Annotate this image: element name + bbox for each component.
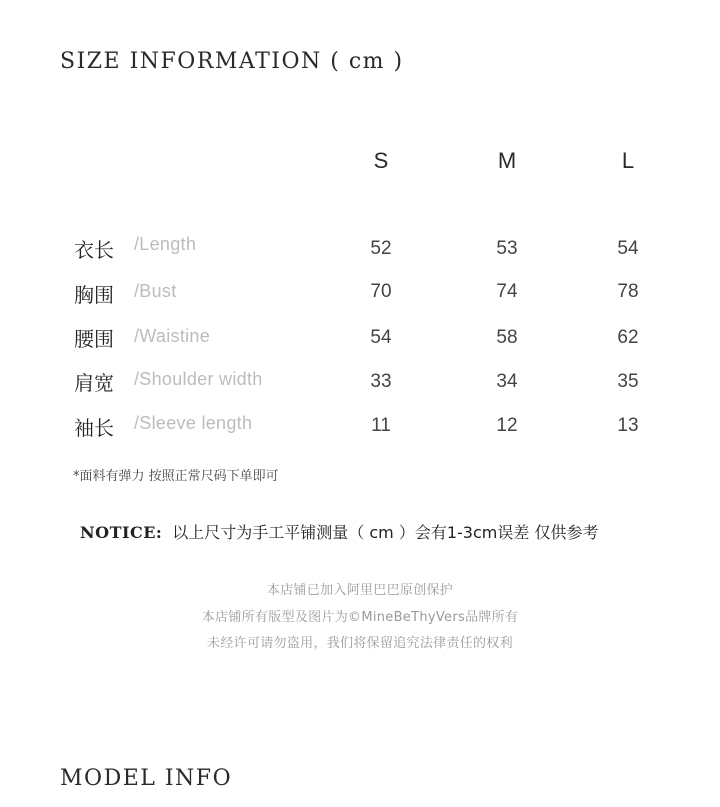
- row-label-en: /Shoulder width: [134, 369, 263, 389]
- table-cell: 70: [370, 281, 392, 302]
- row-label-cn: 衣长: [74, 238, 114, 262]
- notice-text: 以上尺寸为手工平铺测量（ cm ）会有1-3cm误差 仅供参考: [172, 523, 599, 542]
- table-cell: 12: [496, 415, 518, 436]
- model-info-title: MODEL INFO: [60, 766, 233, 792]
- row-label-en: /Bust: [134, 281, 177, 301]
- size-column-l: L: [621, 148, 635, 173]
- size-column-m: M: [497, 148, 517, 173]
- row-label-cn: 腰围: [74, 327, 114, 351]
- table-cell: 74: [496, 281, 518, 302]
- table-cell: 54: [370, 327, 392, 348]
- copyright-line: 本店铺所有版型及图片为©MineBeThyVers品牌所有: [201, 610, 519, 625]
- copyright-line: 本店铺已加入阿里巴巴原创保护: [266, 583, 454, 598]
- notice-line: [80, 520, 598, 543]
- table-cell: 35: [617, 371, 639, 392]
- notice-label: NOTICE:: [80, 523, 163, 542]
- size-column-s: S: [373, 148, 389, 173]
- row-label-en: /Waistine: [134, 326, 211, 346]
- size-info-title: SIZE INFORMATION ( cm ): [60, 48, 404, 74]
- row-label-cn: 袖长: [74, 416, 114, 440]
- copyright-line: 未经许可请勿盗用，我们将保留追究法律责任的权利: [207, 636, 513, 651]
- row-label-en: /Sleeve length: [134, 413, 253, 433]
- table-cell: 53: [496, 238, 518, 259]
- row-label-cn: 肩宽: [74, 371, 114, 395]
- fabric-note: *面料有弹力 按照正常尺码下单即可: [73, 469, 279, 484]
- table-cell: 62: [617, 327, 639, 348]
- table-cell: 33: [370, 371, 392, 392]
- table-cell: 52: [370, 238, 392, 259]
- table-cell: 34: [496, 371, 518, 392]
- row-label-en: /Length: [134, 234, 197, 254]
- table-cell: 58: [496, 327, 518, 348]
- table-cell: 11: [371, 415, 391, 436]
- row-label-cn: 胸围: [74, 283, 114, 307]
- table-cell: 78: [617, 281, 639, 302]
- table-cell: 54: [617, 238, 639, 259]
- table-cell: 13: [617, 415, 639, 436]
